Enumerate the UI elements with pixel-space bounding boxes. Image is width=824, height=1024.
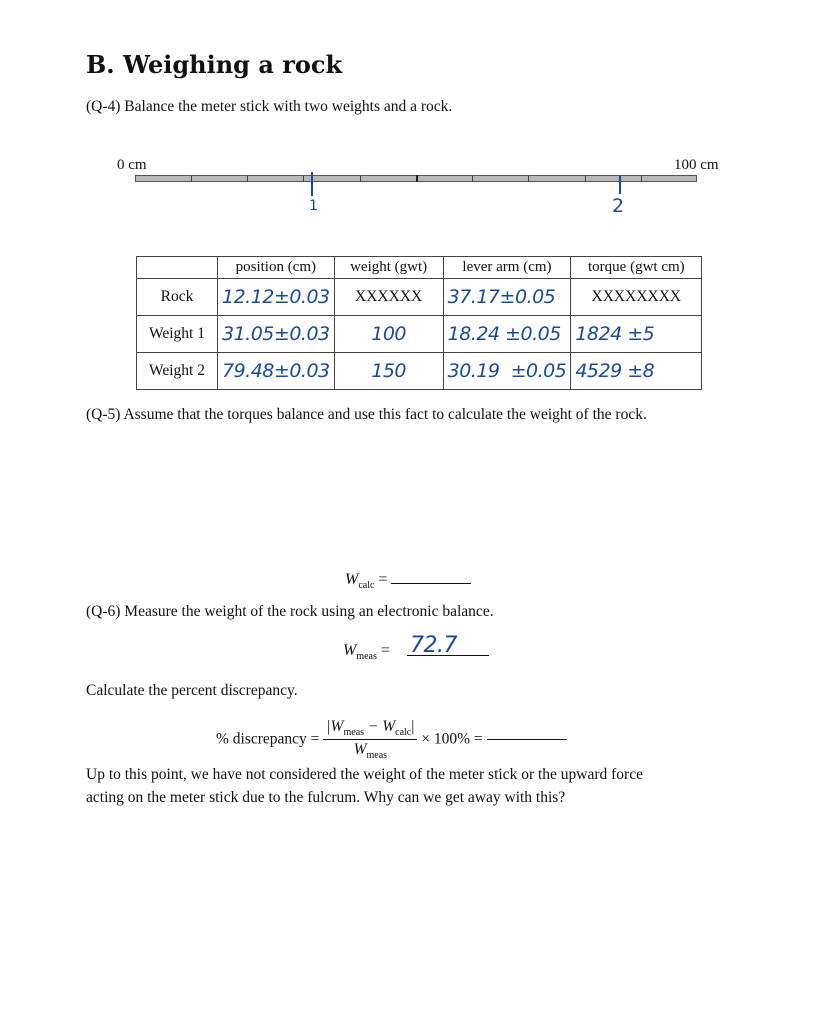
table-row-weight-1 [137,316,702,353]
cell-lever-arm: 18.24 ±0.05 [443,316,571,353]
w-calc-equals: = [378,571,388,588]
closing-line-1: Up to this point, we have not considered the weight of the meter stick or the upward force [86,766,643,783]
w-meas-value: 72.7 [410,633,457,658]
w-meas-equals: = [380,642,390,659]
w-meas-line [343,642,390,662]
discrepancy-formula [216,718,567,761]
handwritten-mark-1-label: 1 [309,198,318,214]
w-meas-sub: meas [356,651,377,663]
question-q5: (Q-5) Assume that the torques balance and use this fact to calculate the weight of the rock. [86,406,647,423]
w-calc-sub: calc [358,580,375,592]
section-title: B. Weighing a rock [86,50,343,79]
handwritten-mark-2-label: 2 [612,195,624,217]
discrepancy-label: % discrepancy = [216,730,320,748]
handwritten-mark-2-line [619,176,621,194]
discrepancy-fraction [323,718,417,761]
header-weight: weight (gwt) [334,257,443,279]
ruler-right-label: 100 cm [674,157,719,173]
row-label: Weight 1 [137,316,218,353]
ruler-tick [360,175,361,182]
table-row-rock [137,279,702,316]
handwritten-mark-1-line [311,172,313,196]
ruler-tick [303,175,304,182]
cell-torque: 1824 ±5 [571,316,702,353]
row-label: Rock [137,279,218,316]
cell-lever-arm: 37.17±0.05 [443,279,571,316]
fraction-denominator: $W_{meas}$ [353,741,388,762]
ruler-left-label: 0 cm [117,157,147,173]
cell-weight: 100 [334,316,443,353]
row-label: Weight 2 [137,353,218,390]
cell-torque: XXXXXXXX [571,279,702,316]
cell-weight: XXXXXX [334,279,443,316]
cell-position: 31.05±0.03 [218,316,335,353]
question-q6: (Q-6) Measure the weight of the rock using an electronic balance. [86,603,494,620]
ruler-tick [247,175,248,182]
times-100-percent: × 100% = [421,730,483,748]
ruler-tick [585,175,586,182]
closing-line-2: acting on the meter stick due to the fulcrum. Why can we get away with this? [86,789,566,806]
table-row-weight-2 [137,353,702,390]
discrepancy-blank[interactable] [487,739,567,740]
header-lever-arm: lever arm (cm) [443,257,571,279]
ruler-tick [191,175,192,182]
header-position: position (cm) [218,257,335,279]
w-meas-symbol: W [343,642,357,659]
discrepancy-prompt: Calculate the percent discrepancy. [86,682,298,699]
cell-lever-arm: 30.19 ±0.05 [443,353,571,390]
header-blank [137,257,218,279]
cell-position: 12.12±0.03 [218,279,335,316]
w-calc-blank[interactable] [391,583,471,584]
question-q4: (Q-4) Balance the meter stick with two weights and a rock. [86,98,453,115]
w-calc-symbol: W [345,571,359,588]
ruler-tick [528,175,529,182]
ruler-tick-center [416,175,418,182]
torque-table [136,256,702,390]
header-torque: torque (gwt cm) [571,257,702,279]
cell-position: 79.48±0.03 [218,353,335,390]
w-calc-line [345,571,471,591]
ruler-tick [641,175,642,182]
ruler-tick [472,175,473,182]
cell-weight: 150 [334,353,443,390]
fraction-numerator: $|W_{meas} - W_{calc}|$ [323,718,417,740]
cell-torque: 4529 ±8 [571,353,702,390]
